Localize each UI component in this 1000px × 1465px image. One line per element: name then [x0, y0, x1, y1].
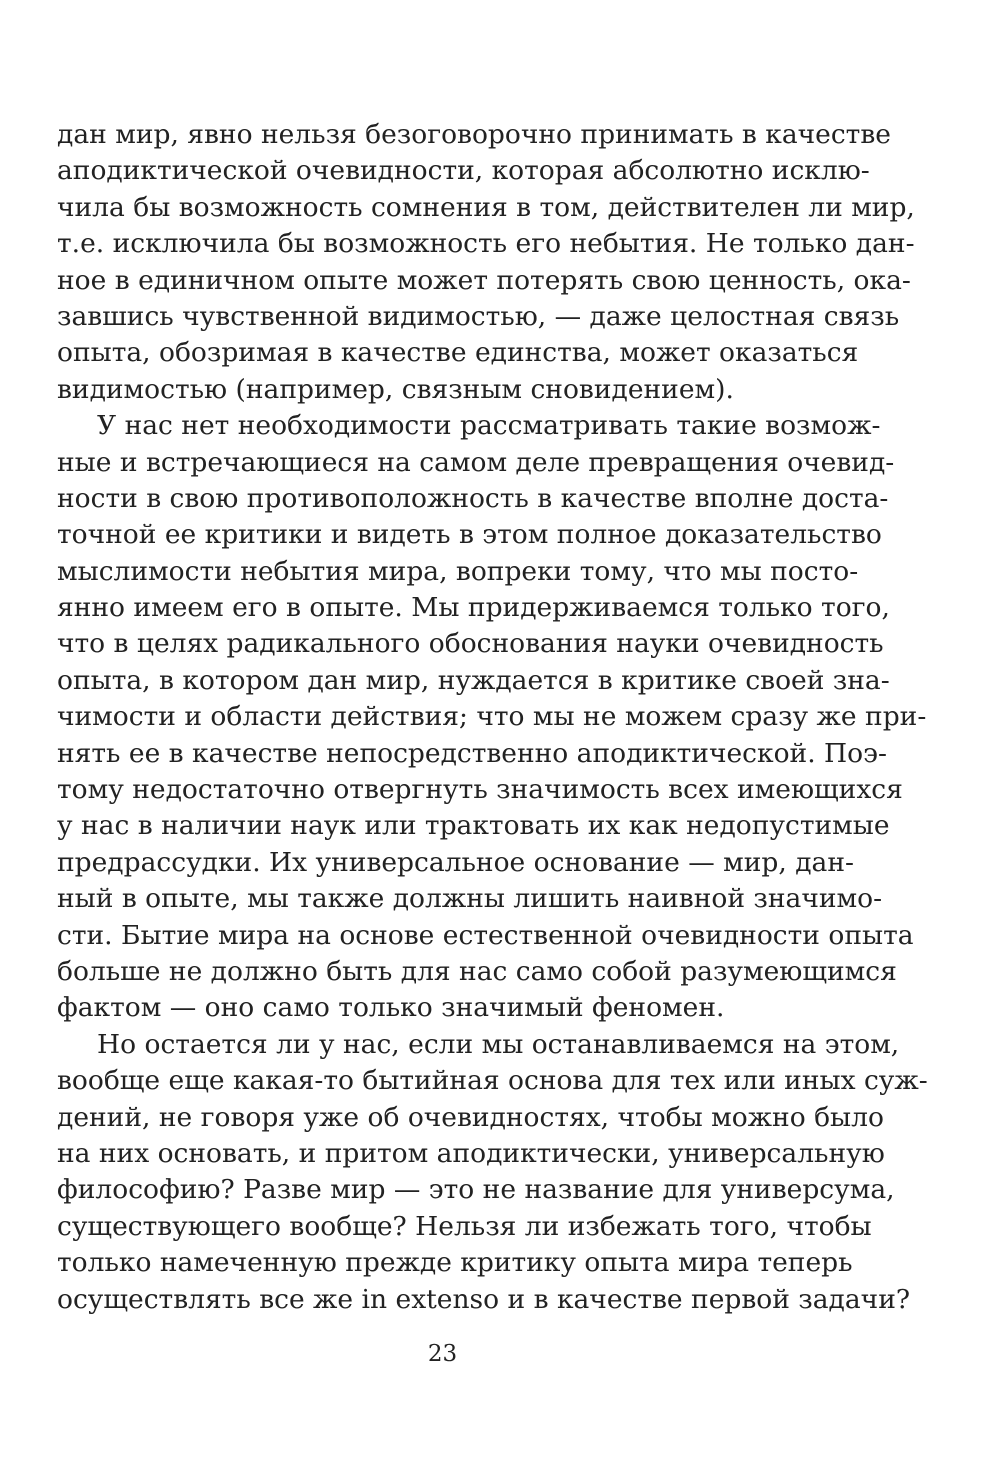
text-line: ные и встречающиеся на самом деле превращения очевид-	[57, 446, 895, 478]
text-line: существующего вообще? Нельзя ли избежать того, чтобы	[57, 1210, 872, 1242]
text-line: только намеченную прежде критику опыта мира теперь	[57, 1247, 853, 1279]
text-line: ности в свою противоположность в качестве вполне доста-	[57, 482, 889, 514]
text-line: что в целях радикального обоснования науки очевидность	[57, 628, 884, 660]
body-text	[57, 117, 928, 1318]
text-line: сти. Бытие мира на основе естественной очевидности опыта	[57, 919, 914, 951]
text-line: ное в единичном опыте может потерять свою ценность, ока-	[57, 264, 911, 296]
text-line: точной ее критики и видеть в этом полное доказательство	[57, 519, 882, 551]
paragraph-3	[57, 1027, 928, 1318]
text-line: У нас нет необходимости рассматривать такие возмож-	[97, 410, 881, 442]
text-line: янно имеем его в опыте. Мы придерживаемся только того,	[57, 592, 890, 624]
text-line: чила бы возможность сомнения в том, действителен ли мир,	[57, 191, 915, 223]
text-line: вообще еще какая-то бытийная основа для тех или иных суж-	[57, 1065, 928, 1097]
text-line: опыта, обозримая в качестве единства, может оказаться	[57, 337, 859, 369]
text-line: нять ее в качестве непосредственно аподиктической. Поэ-	[57, 737, 887, 769]
text-line: дан мир, явно нельзя безоговорочно принимать в качестве	[57, 119, 891, 150]
text-line: философию? Разве мир — это не название для универсума,	[57, 1174, 895, 1206]
page-number: 23	[427, 1341, 458, 1367]
text-line: т.е. исключила бы возможность его небытия. Не только дан-	[57, 228, 915, 260]
text-line: тому недостаточно отвергнуть значимость всех имеющихся	[57, 774, 903, 806]
text-line: видимостью (например, связным сновидением).	[57, 373, 734, 405]
text-line: на них основать, и притом аподиктически, универсальную	[57, 1137, 885, 1169]
text-line: ный в опыте, мы также должны лишить наивной значимо-	[57, 883, 883, 915]
text-line: Но остается ли у нас, если мы останавливаемся на этом,	[97, 1028, 900, 1060]
text-line: осуществлять все же in extenso и в качестве первой задачи?	[57, 1283, 911, 1315]
text-line: мыслимости небытия мира, вопреки тому, что мы посто-	[57, 555, 859, 587]
text-line: предрассудки. Их универсальное основание — мир, дан-	[57, 846, 854, 878]
paragraph-2	[57, 408, 927, 1027]
text-line: дений, не говоря уже об очевидностях, чтобы можно было	[57, 1101, 884, 1133]
text-line: больше не должно быть для нас само собой разумеющимся	[57, 955, 897, 987]
text-line: фактом — оно само только значимый феномен.	[57, 992, 725, 1024]
text-line: у нас в наличии наук или трактовать их как недопустимые	[57, 810, 890, 842]
text-line: аподиктической очевидности, которая абсолютно исклю-	[57, 155, 870, 187]
text-line: опыта, в котором дан мир, нуждается в критике своей зна-	[57, 664, 890, 696]
paragraph-1	[57, 117, 915, 408]
text-line: завшись чувственной видимостью, — даже целостная связь	[57, 300, 900, 332]
text-line: чимости и области действия; что мы не можем сразу же при-	[57, 701, 927, 733]
